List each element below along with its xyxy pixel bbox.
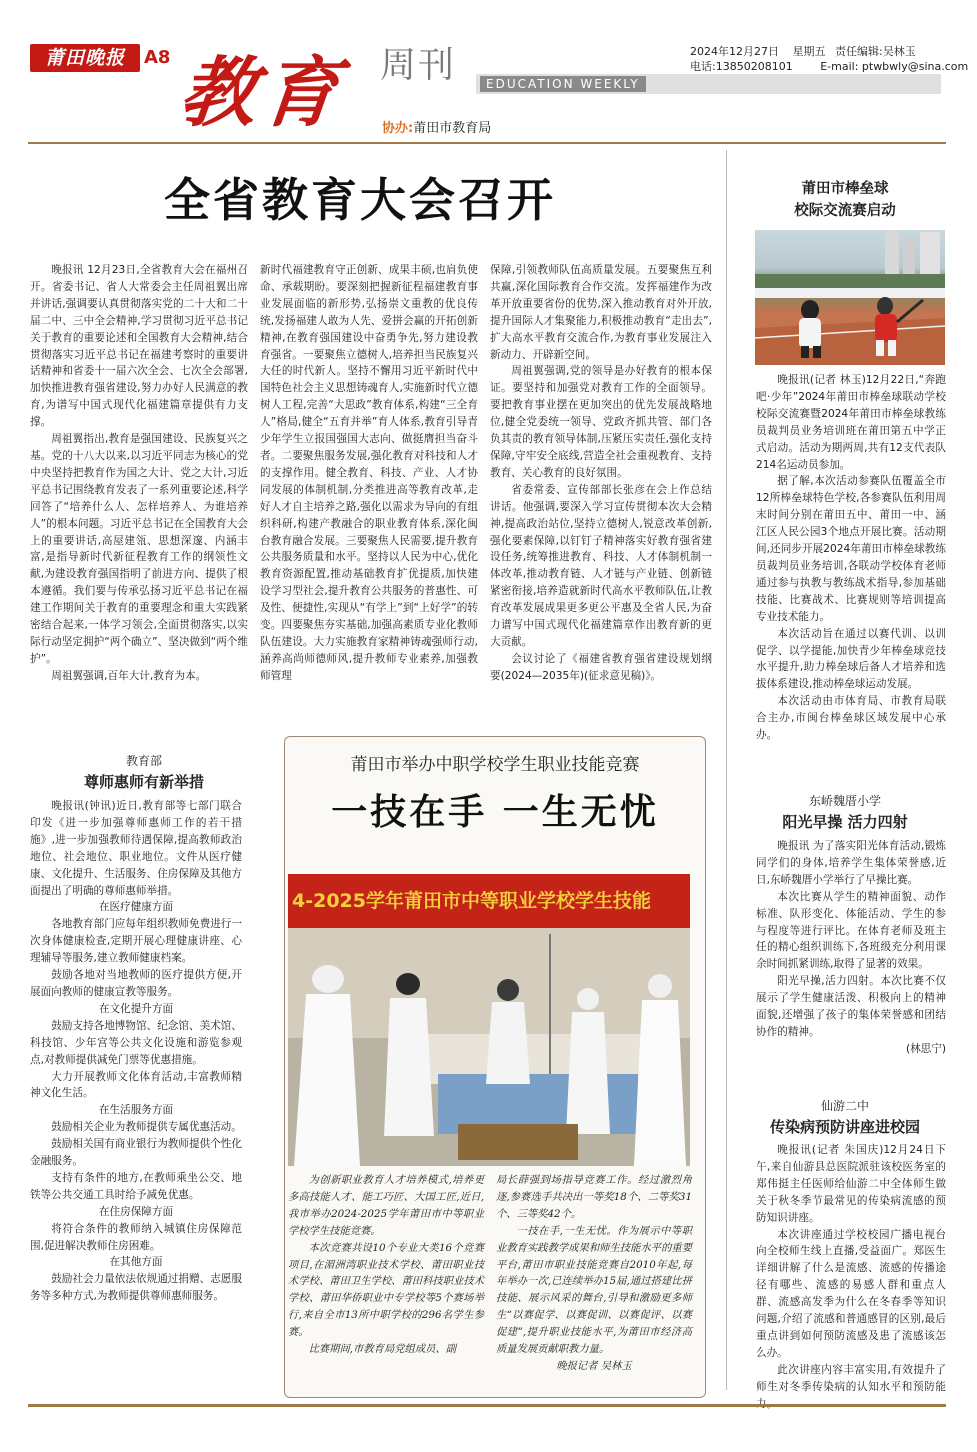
disease-paragraph: 本次讲座通过学校校园广播电视台向全校师生线上直播,受益面广。郑医生详细讲解了什么是流感、流感的传播途径有哪些、流感的易感人群和重点人群、流感高发季为什么在冬春季等知识问题,介绍了流感和普通感冒的区别,最后重点讲到如何预防流感及患了流感该怎么办。 bbox=[756, 1228, 946, 1359]
teachers-paragraph: 将符合条件的教师纳入城镇住房保障范围,促进解决教师住房困难。 bbox=[30, 1222, 242, 1252]
photo-banner: 4-2025学年莆田市中等职业学校学生技能 bbox=[288, 874, 690, 928]
lead-headline: 全省教育大会召开 bbox=[164, 173, 556, 227]
section-weekly: 周刊 bbox=[380, 45, 457, 86]
baseball-paragraph: 据了解,本次活动参赛队伍覆盖全市12所棒垒球特色学校,各参赛队伍利用周末时间分别在莆田五中、莆田一中、涵江区人民公园3个地点开展比赛。活动期间,还同步开展2024年莆田市棒垒球教练员裁判员业务培训,各联动学校体育老师通过参与执教与教练战术指导,参加基础技能、比赛战术、比赛规则等培训提高专业技术能力。 bbox=[756, 475, 946, 623]
exercise-article bbox=[756, 838, 946, 1058]
section-title: 教育 bbox=[175, 48, 349, 137]
exercise-paragraph: 本次比赛从学生的精神面貌、动作标准、队形变化、体能活动、学生的参与程度等进行评比。在体育老师及班主任的精心组织训练下,各班级充分利用课余时间抓紧训练,取得了显著的效果。 bbox=[756, 890, 946, 971]
issue-date: 2024年12月27日 bbox=[690, 45, 779, 58]
teachers-paragraph: 鼓励相关国有商业银行为教师提供个性化金融服务。 bbox=[30, 1138, 242, 1168]
teachers-paragraph: 鼓励相关企业为教师提供专属优惠活动。 bbox=[51, 1121, 242, 1134]
feature-kicker: 莆田市举办中职学校学生职业技能竞赛 bbox=[350, 755, 640, 775]
teachers-intro: 晚报讯(钟讯)近日,教育部等七部门联合印发《进一步加强尊师惠师工作的若干措施》,进一步加强教师待遇保障,提高教师政治地位、社会地位、职业地位。文件从医疗健康、文化提升、生活服务、住房保障及其他方面提出了明确的尊师惠师举措。 bbox=[30, 800, 242, 897]
teachers-kicker: 教育部 bbox=[125, 754, 162, 768]
teachers-paragraph: 鼓励社会力量依法依规通过捐赠、志愿服务等多种方式,为教师提供尊师惠师服务。 bbox=[30, 1273, 242, 1303]
exercise-byline: (林思宁) bbox=[905, 1042, 946, 1055]
section-en: EDUCATION WEEKLY bbox=[480, 76, 646, 92]
lead-paragraph: 会议讨论了《福建省教育强省建设规划纲要(2024—2035年)(征求意见稿)》。 bbox=[490, 652, 712, 682]
lead-paragraph: 周祖翼指出,教育是强国建设、民族复兴之基。党的十八大以来,以习近平同志为核心的党中央坚持把教育作为国之大计、党之大计,习近平总书记围绕教育发表了一系列重要论述,科学回答了“培养什么人、怎样培养人、为谁培养人”的根本问题。习近平总书记在全国教育大会上的重要讲话,高屋建瓴、思想深邃、内涵丰富,是指导新时代新征程教育工作的纲领性文献,为建设教育强国指明了前进方向、提供了根本遵循。我们要与传承弘扬习近平总书记在福建工作期间关于教育的重要理念和重大实践紧密结合起来,一体学习领会,全面贯彻落实,以实际行动坚定拥护“两个确立”、坚决做到“两个维护”。 bbox=[30, 433, 248, 665]
sidebar-rule bbox=[726, 150, 727, 1390]
exercise-paragraph: 晚报讯 为了落实阳光体育活动,锻炼同学们的身体,培养学生集体荣誉感,近日,东峤魏厝小学举行了早操比赛。 bbox=[756, 840, 946, 886]
nursing-scene bbox=[288, 874, 690, 1166]
feature-column-2 bbox=[496, 1172, 692, 1375]
lead-column-2 bbox=[260, 262, 478, 685]
lead-paragraph: 省委常委、宣传部部长张彦在会上作总结讲话。他强调,要深入学习宣传贯彻本次大会精神,提高政治站位,坚持立德树人,锐意改革创新,强化要素保障,以钉钉子精神落实好教育强省建设任务,统筹推进教育、科技、人才体制机制一体改革,推动教育链、人才链与产业链、创新链紧密衔接,培养造就新时代高水平教师队伍,让教育改革发展成果更多更公平惠及全省人民,为奋力谱写中国式现代化福建篇章作出教育新的更大贡献。 bbox=[490, 483, 712, 648]
cohost bbox=[382, 120, 491, 138]
feature-headline: 一技在手 一生无忧 bbox=[331, 792, 659, 833]
disease-header bbox=[740, 1097, 950, 1139]
disease-paragraph: 此次讲座内容丰富实用,有效提升了师生对冬季传染病的认知水平和预防能 bbox=[756, 1363, 946, 1393]
exercise-header bbox=[740, 792, 950, 834]
exercise-paragraph: 阳光早操,活力四射。本次比赛不仅展示了学生健康活泼、积极向上的精神面貌,还增强了孩子的集体荣誉感和团结协作的精神。 bbox=[756, 975, 946, 1038]
cohost-label: 协办: bbox=[382, 121, 414, 136]
baseball-article bbox=[756, 372, 946, 744]
feature-paragraph: 为创新职业教育人才培养模式,培养更多高技能人才、能工巧匠、大国工匠,近日,我市举办2024-2025学年莆田市中等职业学校学生技能竞赛。 bbox=[288, 1174, 484, 1237]
lead-paragraph: 晚报讯 12月23日,全省教育大会在福州召开。省委书记、省人大常委会主任周祖翼出席并讲话,强调要认真贯彻落实党的二十大和二十届二中、三中全会精神,学习贯彻习近平总书记关于教育的重要论述和全国教育大会精神,结合贯彻落实习近平总书记在福建考察时的重要讲话精神和省委十一届六次全会、七次全会部署,加快推进教育强省建设,努力办好人民满意的教育,为谱写中国式现代化福建篇章提供有力支撑。 bbox=[30, 264, 248, 429]
editor: 责任编辑:吴林玉 bbox=[835, 45, 916, 58]
lead-paragraph: 周祖翼强调,百年大计,教育为本。 bbox=[51, 669, 207, 682]
exercise-kicker: 东峤魏厝小学 bbox=[808, 794, 881, 808]
teachers-title: 尊师惠师有新举措 bbox=[83, 773, 204, 791]
disease-paragraph: 晚报讯(记者 朱国庆)12月24日下午,来自仙游县总医院派驻该校医务室的郑伟挺主任医师给仙游二中全体师生做关于秋冬季节最常见的传染病流感的预防知识讲座。 bbox=[756, 1144, 946, 1224]
teachers-paragraph: 各地教育部门应每年组织教师免费进行一次身体健康检查,定期开展心理健康讲座、心理辅导等服务,建立教师健康档案。 bbox=[30, 918, 242, 965]
baseball-title bbox=[740, 178, 950, 222]
feature-byline: 晚报记者 吴林玉 bbox=[556, 1359, 632, 1372]
cohost-name: 莆田市教育局 bbox=[413, 121, 492, 136]
exercise-title: 阳光早操 活力四射 bbox=[782, 813, 908, 831]
baseball-paragraph: 本次活动由市体育局、市教育局联合主办,市闽台棒垒球区域发展中心承办。 bbox=[756, 695, 946, 742]
feature-paragraph: 一技在手,一生无忧。作为展示中等职业教育实践教学成果和师生技能水平的重要平台,莆田市职业技能竞赛自2010年起,每年举办一次,已连续举办15届,通过搭建比拼技能、展示风采的舞台,引导和激励更多师生“以赛促学、以赛促训、以赛促评、以赛促建”,提升职业技能水平,为莆田市经济高质量发展贡献职教力量。 bbox=[496, 1224, 692, 1356]
baseball-title-line1: 莆田市棒垒球 bbox=[801, 181, 889, 197]
feature-paragraph: 局长薛强到场指导竞赛工作。经过激烈角逐,参赛选手共决出一等奖18个、二等奖31个、三等奖42个。 bbox=[496, 1174, 692, 1220]
header-info bbox=[690, 44, 968, 74]
baseball-paragraph: 晚报讯(记者 林玉)12月22日,“奔跑吧·少年”2024年莆田市棒垒球联动学校校际交流赛暨2024年莆田市棒垒球教练员裁判员业务培训班在莆田第五中学正式启动。活动为期两周,共有12支代表队214名运动员参加。 bbox=[756, 374, 946, 471]
nursing-photo bbox=[288, 874, 690, 1166]
teachers-paragraph: 支持有条件的地方,在教师乘坐公交、地铁等公共交通工具时给予减免优惠。 bbox=[30, 1171, 242, 1201]
lead-column-1 bbox=[30, 262, 248, 685]
baseball-title-line2: 校际交流赛启动 bbox=[794, 203, 896, 219]
feature-paragraph: 本次竞赛共设10个专业大类16个竞赛项目,在湄洲湾职业技术学校、莆田职业技术学校、莆田卫生学校、莆田科技职业技术学校、莆田华侨职业中专学校等5个赛场举行,来自全市13所中职学校的296名学生参赛。 bbox=[288, 1241, 484, 1339]
disease-title: 传染病预防讲座进校园 bbox=[769, 1118, 920, 1136]
issue-weekday: 星期五 bbox=[792, 45, 826, 58]
teachers-paragraph: 鼓励支持各地博物馆、纪念馆、美术馆、科技馆、少年宫等公共文化设施和游览参观点,对教师提供减免门票等优惠措施。 bbox=[30, 1019, 242, 1066]
teachers-subhead: 在文化提升方面 bbox=[98, 1002, 174, 1015]
feature-column-1 bbox=[288, 1172, 484, 1358]
teachers-paragraph: 鼓励各地对当地教师的医疗提供方便,开展面向教师的健康宣教等服务。 bbox=[30, 969, 242, 998]
lead-paragraph: 新时代福建教育守正创新、成果丰硕,也肩负使命、承载期盼。要深刻把握新征程福建教育事业发展面临的新形势,弘扬崇文重教的优良传统,发扬福建人敢为人先、爱拼会赢的开拓创新精神,在教育强国建设中奋勇争先,努力建设教育强省。一要聚焦立德树人,培养担当民族复兴大任的时代新人。坚持不懈用习近平新时代中国特色社会主义思想铸魂育人,实施新时代立德树人工程,完善“大思政”教育体系,构建“三全育人”格局,健全“五育并举”育人体系,教育引导青少年学生立报国强国大志向、做挺膺担当奋斗者。二要聚焦服务发展,强化教育对科技和人才的支撑作用。健全教育、科技、产业、人才协同发展的体制机制,分类推进高等教育改革,走好人才自主培养之路,强化以需求为导向的有组织科研,构建产教融合的职业教育体系,深化闽台教育融合发展。三要聚焦人民需要,提升教育公共服务质量和水平。坚持以人民为中心,优化教育资源配置,推动基础教育扩优提质,加快建设学习型社会,提升教育公共服务的普惠性、可及性、便捷性,实现从“有学上”到“上好学”的转变。四要聚焦夯实基础,加强高素质专业化教师队伍建设。大力实施教育家精神铸魂强师行动,涵养高尚师德师风,提升教师专业素养,加强教师管理 bbox=[260, 264, 478, 682]
teachers-header bbox=[30, 752, 258, 794]
lead-paragraph: 保障,引领教师队伍高质量发展。五要聚焦互利共赢,深化国际教育合作交流。发挥福建作为改革开放重要省份的优势,深入推动教育对外开放,提升国际人才集聚能力,积极推动教育“走出去”,扩大高水平教育交流合作,为教育事业发展注入新动力、开辟新空间。 bbox=[490, 264, 712, 361]
phone: 电话:13850208101 bbox=[690, 60, 793, 73]
teachers-subhead: 在生活服务方面 bbox=[98, 1104, 174, 1117]
teachers-subhead: 在其他方面 bbox=[109, 1256, 163, 1269]
feature-paragraph: 比赛期间,市教育局党组成员、副 bbox=[308, 1343, 457, 1356]
teachers-article bbox=[30, 798, 242, 1305]
disease-article bbox=[756, 1142, 946, 1413]
lead-paragraph: 周祖翼强调,党的领导是办好教育的根本保证。要坚持和加强党对教育工作的全面领导。要把教育事业摆在更加突出的优先发展战略地位,健全党委统一领导、党政齐抓共管、部门各负其责的教育领导体制,压紧压实责任,强化支持保障,守牢安全底线,营造全社会重视教育、支持教育、关心教育的良好氛围。 bbox=[490, 365, 712, 479]
disease-kicker: 仙游二中 bbox=[820, 1099, 869, 1113]
email: E-mail: ptwbwly@sina.com bbox=[820, 60, 969, 73]
footer-rule bbox=[28, 1404, 946, 1407]
teachers-paragraph: 大力开展教师文化体育活动,丰富教师精神文化生活。 bbox=[30, 1070, 242, 1100]
teachers-subhead: 在医疗健康方面 bbox=[98, 901, 174, 914]
masthead-rule bbox=[28, 142, 946, 144]
page-number: A8 bbox=[144, 47, 171, 68]
baseball-photo bbox=[755, 230, 945, 365]
teachers-subhead: 在住房保障方面 bbox=[98, 1205, 174, 1218]
baseball-scene bbox=[755, 230, 945, 365]
baseball-paragraph: 本次活动旨在通过以赛代训、以训促学、以学提能,加快青少年棒垒球竞技水平提升,助力棒垒球后备人才培养和选拔体系建设,推动棒垒球运动发展。 bbox=[756, 627, 946, 691]
lead-column-3 bbox=[490, 262, 712, 685]
paper-logo: 莆田晚报 bbox=[30, 44, 140, 72]
